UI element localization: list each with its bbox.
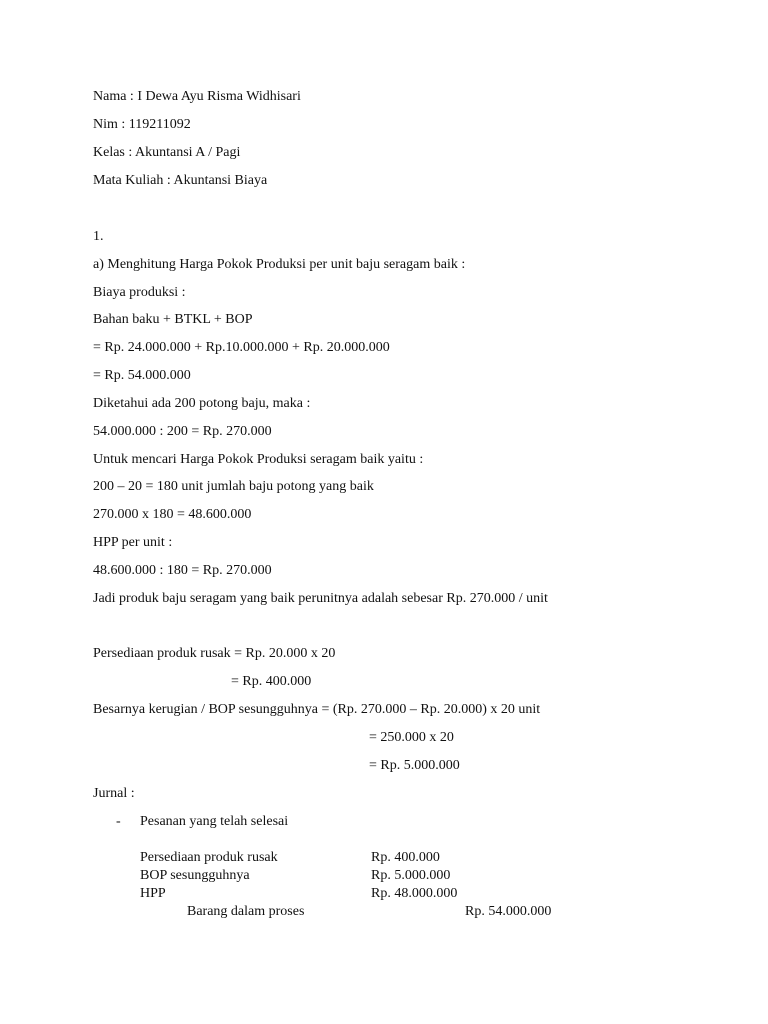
completed-order-label: Pesanan yang telah selesai — [140, 814, 289, 829]
student-id: Nim : 119211092 — [93, 117, 191, 132]
loss-calculation: Besarnya kerugian / BOP sesungguhnya = (Rp. 270.000 – Rp. 20.000) x 20 unit — [93, 702, 541, 717]
bullet-marker: - — [116, 814, 121, 829]
journal-credit: Rp. 54.000.000 — [465, 904, 552, 919]
journal-account: HPP — [140, 886, 166, 901]
loss-calculation-step: = 250.000 x 20 — [369, 730, 454, 745]
journal-account: BOP sesungguhnya — [140, 868, 250, 883]
spoiled-inventory-total: = Rp. 400.000 — [231, 674, 312, 689]
journal-label: Jurnal : — [93, 786, 135, 801]
per-unit-calculation: 54.000.000 : 200 = Rp. 270.000 — [93, 424, 272, 439]
known-units: Diketahui ada 200 potong baju, maka : — [93, 396, 311, 411]
cost-formula: Bahan baku + BTKL + BOP — [93, 312, 253, 327]
journal-debit: Rp. 48.000.000 — [371, 886, 458, 901]
cost-formula-total: = Rp. 54.000.000 — [93, 368, 191, 383]
spoiled-inventory: Persediaan produk rusak = Rp. 20.000 x 20 — [93, 646, 336, 661]
part-a-heading: a) Menghitung Harga Pokok Produksi per unit baju seragam baik : — [93, 257, 466, 272]
good-units-calc: 200 – 20 = 180 unit jumlah baju potong yang baik — [93, 479, 374, 494]
cost-formula-values: = Rp. 24.000.000 + Rp.10.000.000 + Rp. 20.000.000 — [93, 340, 390, 355]
journal-debit: Rp. 400.000 — [371, 850, 440, 865]
good-units-total: 270.000 x 180 = 48.600.000 — [93, 507, 252, 522]
good-uniform-intro: Untuk mencari Harga Pokok Produksi seragam baik yaitu : — [93, 452, 424, 467]
journal-debit: Rp. 5.000.000 — [371, 868, 451, 883]
question-number: 1. — [93, 229, 104, 244]
journal-credit-account: Barang dalam proses — [187, 904, 305, 919]
student-name: Nama : I Dewa Ayu Risma Widhisari — [93, 89, 301, 104]
conclusion-text: Jadi produk baju seragam yang baik perunitnya adalah sebesar Rp. 270.000 / unit — [93, 591, 548, 606]
loss-calculation-total: = Rp. 5.000.000 — [369, 758, 460, 773]
student-class: Kelas : Akuntansi A / Pagi — [93, 145, 241, 160]
journal-account: Persediaan produk rusak — [140, 850, 278, 865]
hpp-per-unit-label: HPP per unit : — [93, 535, 173, 550]
production-cost-label: Biaya produksi : — [93, 285, 186, 300]
hpp-per-unit-calc: 48.600.000 : 180 = Rp. 270.000 — [93, 563, 272, 578]
course-name: Mata Kuliah : Akuntansi Biaya — [93, 173, 268, 188]
